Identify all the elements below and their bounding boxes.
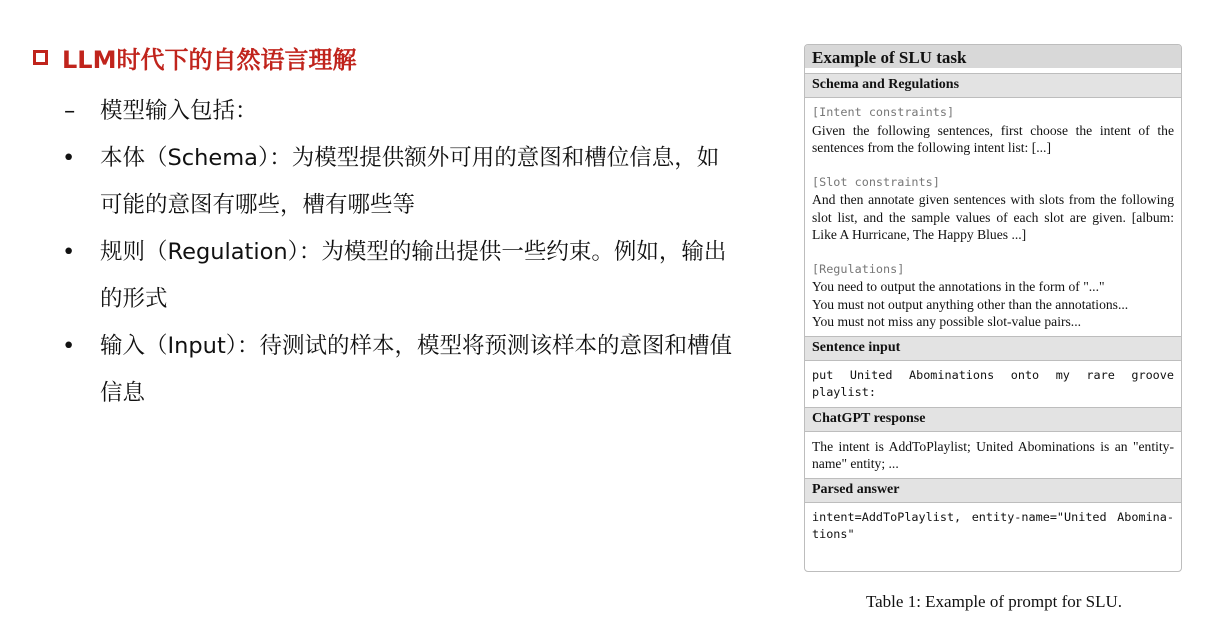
dot-marker: • — [62, 239, 76, 265]
sentence-input-body — [805, 361, 1181, 407]
intent-text: Given the following sentences, first choose the intent of the sentences from the following intent list: [...] — [812, 122, 1174, 155]
schema-header: Schema and Regulations — [805, 73, 1181, 98]
regulation-line: You must not output anything other than the annotations... — [812, 296, 1129, 312]
response-header: ChatGPT response — [805, 407, 1181, 432]
slide-title-text: LLM时代下的自然语言理解 — [62, 46, 357, 74]
bullet-item — [60, 88, 740, 135]
bullet-text: 模型输入包括： — [100, 98, 258, 124]
parsed-answer-text: intent=AddToPlaylist, entity-name="United Abomina-tions" — [812, 509, 1174, 541]
bullet-list — [60, 88, 740, 417]
slu-example-table — [804, 44, 1182, 572]
bullet-item — [60, 229, 740, 323]
bullet-item — [60, 323, 740, 417]
regulation-line: You must not miss any possible slot-value pairs... — [812, 314, 1081, 329]
parsed-answer-header: Parsed answer — [805, 478, 1181, 503]
parsed-answer-body — [805, 503, 1181, 549]
intent-tag: [Intent constraints] — [812, 105, 955, 119]
schema-body — [805, 98, 1181, 336]
sentence-input-text: put United Abominations onto my rare groove playlist: — [812, 367, 1174, 399]
response-text: The intent is AddToPlaylist; United Abominations is an "entity-name" entity; ... — [812, 438, 1174, 471]
response-body — [805, 432, 1181, 478]
slide-title — [33, 40, 356, 75]
slot-text: And then annotate given sentences with slots from the following slot list, and the sample values of each slot are given. [album: Like A Hurricane, The Happy Blues ...] — [812, 192, 1174, 242]
bullet-text: 本体（Schema）：为模型提供额外可用的意图和槽位信息，如可能的意图有哪些，槽有哪些等 — [100, 145, 720, 218]
regulation-line: You need to output the annotations in the form of "..." — [812, 279, 1105, 294]
regulations-tag: [Regulations] — [812, 261, 905, 276]
table-title: Example of SLU task — [805, 45, 1181, 73]
sentence-input-header: Sentence input — [805, 336, 1181, 361]
bullet-item — [60, 135, 740, 229]
square-bullet-icon — [33, 50, 48, 65]
bullet-text: 规则（Regulation）：为模型的输出提供一些约束。例如，输出的形式 — [100, 239, 727, 312]
bullet-text: 输入（Input）：待测试的样本，模型将预测该样本的意图和槽值信息 — [100, 333, 733, 406]
slot-tag: [Slot constraints] — [812, 174, 940, 189]
dot-marker: • — [62, 145, 76, 171]
table-caption: Table 1: Example of prompt for SLU. — [865, 592, 1123, 611]
dot-marker: • — [62, 333, 76, 359]
dash-marker: – — [64, 98, 76, 124]
